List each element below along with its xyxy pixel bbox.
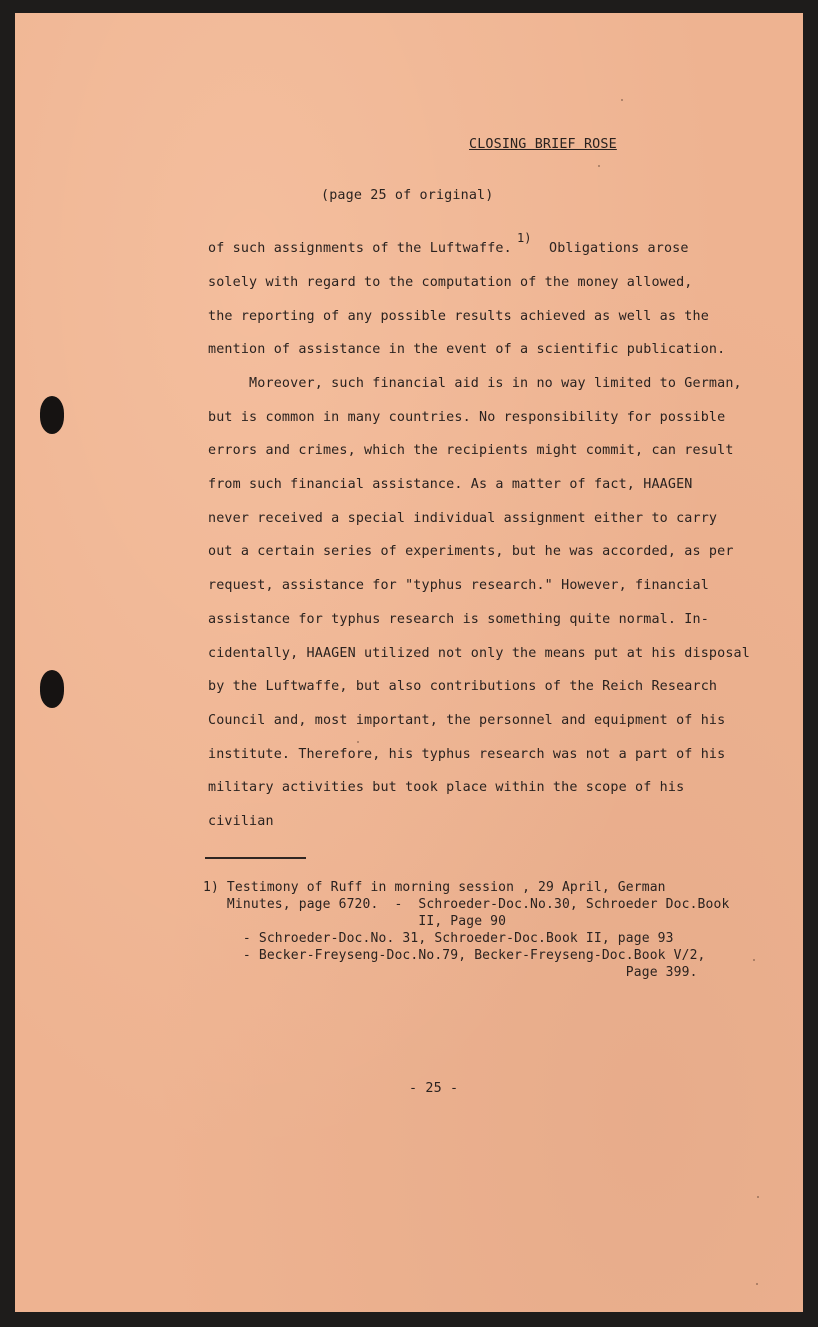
body-line: cidentally, HAAGEN utilized not only the means put at his disposal — [208, 646, 750, 661]
footnote-line: 1) Testimony of Ruff in morning session , 29 April, German — [203, 880, 666, 895]
body-line: military activities but took place within the scope of his — [208, 780, 685, 795]
paper-speck — [757, 1196, 759, 1198]
footnote-marker: 1) — [517, 231, 532, 245]
paper-speck — [756, 1283, 758, 1285]
footnote-line: - Becker-Freyseng-Doc.No.79, Becker-Freyseng-Doc.Book V/2, — [203, 948, 706, 963]
body-line: civilian — [208, 814, 274, 829]
body-line: out a certain series of experiments, but he was accorded, as per — [208, 544, 734, 559]
page-number: - 25 - — [409, 1081, 459, 1096]
footnote-line: II, Page 90 — [203, 914, 507, 929]
body-line: errors and crimes, which the recipients might commit, can result — [208, 443, 734, 458]
body-line: Obligations arose — [549, 241, 689, 256]
body-line: of such assignments of the Luftwaffe. — [208, 241, 512, 256]
punch-hole-lower — [40, 670, 64, 708]
body-line: solely with regard to the computation of the money allowed, — [208, 275, 693, 290]
paper-speck — [357, 741, 359, 743]
body-line: never received a special individual assignment either to carry — [208, 511, 718, 526]
body-line: Council and, most important, the personnel and equipment of his — [208, 713, 726, 728]
paper-speck — [621, 99, 623, 101]
document-page — [15, 13, 803, 1312]
body-line: but is common in many countries. No responsibility for possible — [208, 410, 726, 425]
footnote-line: Page 399. — [203, 965, 698, 980]
paper-speck — [753, 959, 755, 961]
footnote-divider — [205, 857, 306, 859]
body-line: by the Luftwaffe, but also contributions of the Reich Research — [208, 679, 718, 694]
body-line: request, assistance for "typhus research." However, financial — [208, 578, 709, 593]
paper-speck — [598, 165, 600, 167]
footnote-line: Minutes, page 6720. - Schroeder-Doc.No.30, Schroeder Doc.Book — [203, 897, 730, 912]
body-line: institute. Therefore, his typhus research was not a part of his — [208, 747, 726, 762]
body-line: Moreover, such financial aid is in no way limited to German, — [208, 376, 742, 391]
page-reference: (page 25 of original) — [321, 188, 494, 203]
body-line: from such financial assistance. As a matter of fact, HAAGEN — [208, 477, 693, 492]
footnote-line: - Schroeder-Doc.No. 31, Schroeder-Doc.Book II, page 93 — [203, 931, 674, 946]
body-line: the reporting of any possible results achieved as well as the — [208, 309, 709, 324]
punch-hole-upper — [40, 396, 64, 434]
body-line: assistance for typhus research is something quite normal. In- — [208, 612, 709, 627]
document-header: CLOSING BRIEF ROSE — [469, 137, 617, 152]
body-line: mention of assistance in the event of a scientific publication. — [208, 342, 726, 357]
